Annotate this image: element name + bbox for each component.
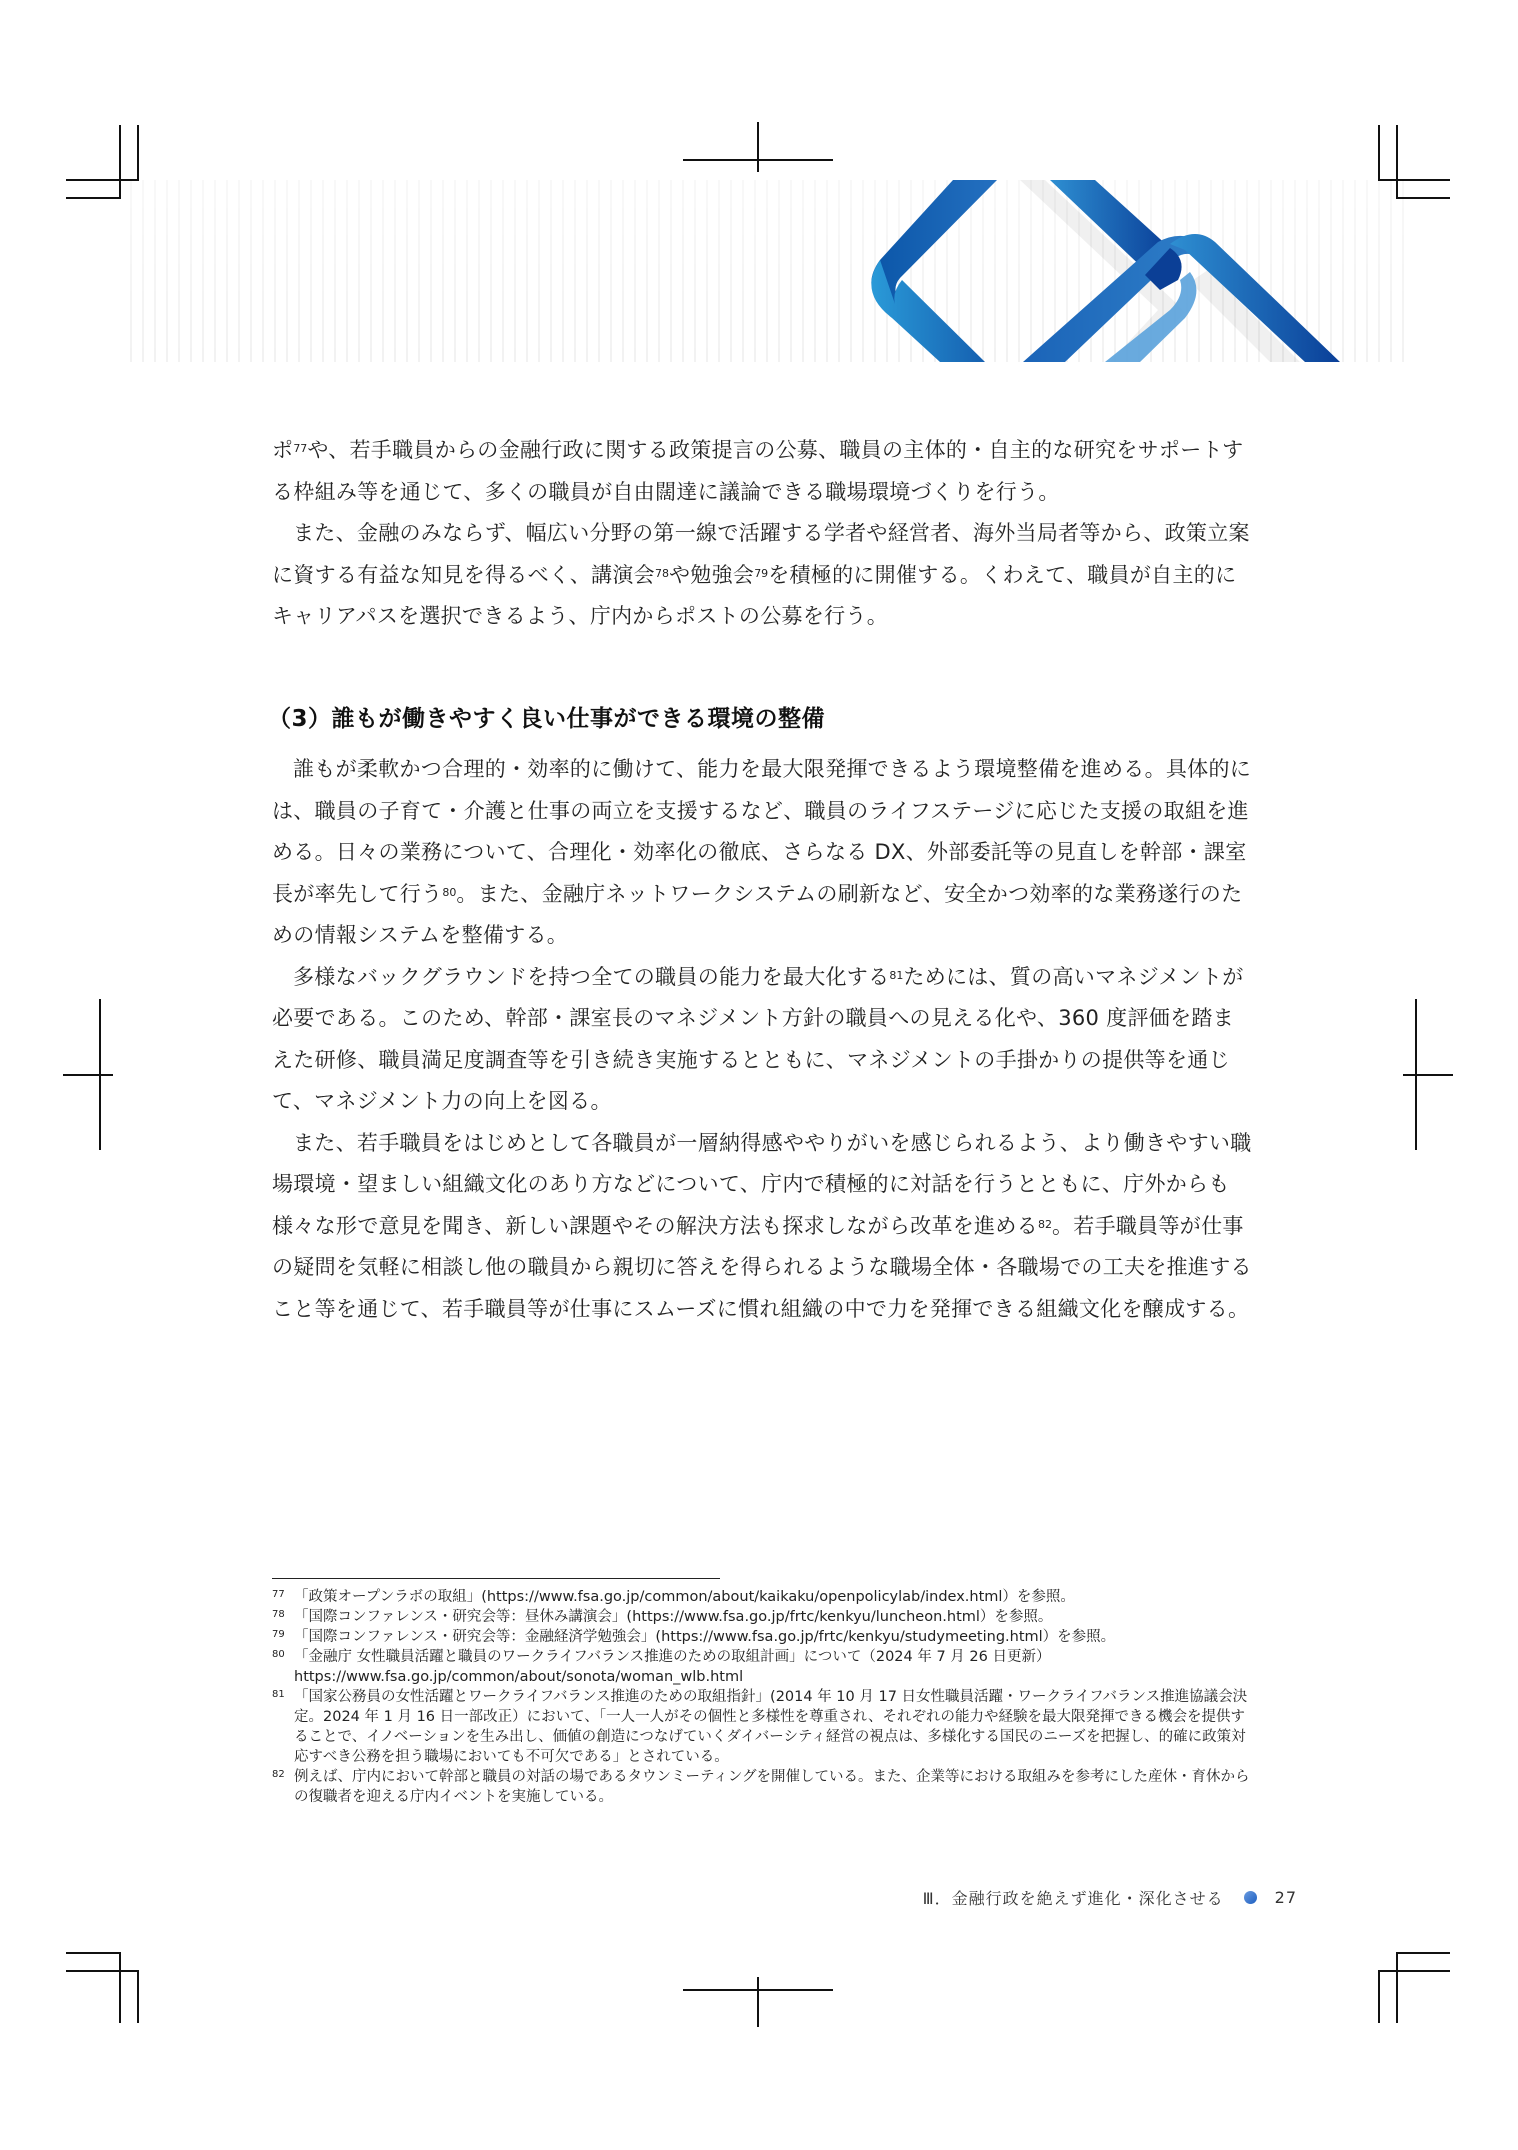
crop-mark [1403,1074,1453,1076]
crop-mark [137,1970,139,2023]
footnote [272,1647,1257,1687]
footnote-number: 81 [272,1689,285,1700]
chapter-title: Ⅲ．金融行政を絶えず進化・深化させる [922,1889,1224,1908]
paragraph: 多様なバックグラウンドを持つ全ての職員の能力を最大化する$^{81}$ためには、質の高いマネジメントが必要である。このため、幹部・課室長のマネジメント方針の職員への見える化や、360 度評価を踏まえた研修、職員満足度調査等を引き続き実施するとともに、マネジメントの手掛かりの提供等を通じて、マネジメント力の向上を図る。 [272,964,1244,1113]
paragraph: ポ$^{77}$や、若手職員からの金融行政に関する政策提言の公募、職員の主体的・自主的な研究をサポートする枠組み等を通じて、多くの職員が自由闊達に議論できる職場環境づくりを行う。 [272,438,1244,504]
footnote-text[interactable]: 「国際コンファレンス・研究会等：昼休み講演会」(https://www.fsa.go.jp/frtc/kenkyu/luncheon.html）を参照。 [294,1609,1053,1625]
crop-mark [66,1952,121,1954]
footnote-text: 「金融庁 女性職員活躍と職員のワークライフバランス推進のための取組計画」について（2024 年 7 月 26 日更新） [294,1649,1051,1665]
footnote-link[interactable]: https://www.fsa.go.jp/common/about/sonota/woman_wlb.html [294,1669,744,1685]
crop-mark [63,1074,113,1076]
footnote-number: 79 [272,1629,285,1640]
chain-link-icon [840,180,1360,362]
crop-mark [1396,1952,1398,2023]
crop-mark [757,1977,759,2027]
page-number: 27 [1274,1888,1297,1907]
footnote-ref[interactable]: 79 [754,566,769,580]
footnote-number: 78 [272,1609,285,1620]
footnote-ref[interactable]: 81 [889,968,904,982]
footnote-text[interactable]: 「政策オープンラボの取組」(https://www.fsa.go.jp/common/about/kaikaku/openpolicylab/index.html）を参照。 [294,1589,1075,1605]
footnote-number: 82 [272,1769,285,1780]
footnote-number: 77 [272,1589,285,1600]
section-heading: （3）誰もが働きやすく良い仕事ができる環境の整備 [268,706,826,732]
paragraph: 誰もが柔軟かつ合理的・効率的に働けて、能力を最大限発揮できるよう環境整備を進める。具体的には、職員の子育て・介護と仕事の両立を支援するなど、職員のライフステージに応じた支援の取組を進める。日々の業務について、合理化・効率化の徹底、さらなる DX、外部委託等の見直しを幹部・課室長が率先して行う$^{80}$。また、金融庁ネットワークシステムの刷新など、安全かつ効率的な業務遂行のための情報システムを整備する。 [272,757,1252,947]
footnote-text: 例えば、庁内において幹部と職員の対話の場であるタウンミーティングを開催している。また、企業等における取組みを参考にした産休・育休からの復職者を迎える庁内イベントを実施している。 [294,1769,1250,1805]
paragraph: また、若手職員をはじめとして各職員が一層納得感ややりがいを感じられるよう、より働きやすい職場環境・望ましい組織文化のあり方などについて、庁内で積極的に対話を行うとともに、庁外からも様々な形で意見を聞き、新しい課題やその解決方法も探求しながら改革を進める$^{82}$。若手職員等が仕事の疑問を気軽に相談し他の職員から親切に答えを得られるような職場全体・各職場での工夫を推進すること等を通じて、若手職員等が仕事にスムーズに慣れ組織の中で力を発揮できる組織文化を醸成する。 [272,1130,1252,1321]
footnote [272,1587,1257,1607]
footnote [272,1687,1257,1767]
page-footer [923,1886,1297,1909]
footnote-number: 80 [272,1649,285,1660]
section-body [272,749,1252,1330]
bullet-dot-icon [1244,1891,1257,1904]
crop-mark [119,1952,121,2023]
footnote-text[interactable]: 「国際コンファレンス・研究会等：金融経済学勉強会」(https://www.fsa.go.jp/frtc/kenkyu/studymeeting.html）を参照。 [294,1629,1116,1645]
footnote [272,1767,1257,1807]
crop-mark [1378,1970,1450,1972]
crop-mark [757,122,759,172]
footnote-text: 「国家公務員の女性活躍とワークライフバランス推進のための取組指針」(2014 年 10 月 17 日女性職員活躍・ワークライフバランス推進協議会決定。2024 年 1 月 16 日一部改正）において、「一人一人がその個性と多様性を尊重され、それぞれの能力や経験を最大限発揮できる機会を提供することで、イノベーションを生み出し、価値の創造につなげていくダイバーシティ経営の視点は、多様化する国民のニーズを把握し、的確に政策対応すべき公務を担う職場においても不可欠である」とされている。 [294,1689,1248,1765]
footnote [272,1607,1257,1627]
footnote [272,1627,1257,1647]
body-text [272,430,1252,638]
crop-mark [66,1970,139,1972]
footnote-divider [272,1578,720,1579]
footnote-ref[interactable]: 78 [654,566,669,580]
footnotes [272,1587,1257,1807]
footnote-ref[interactable]: 82 [1037,1217,1052,1231]
crop-mark [66,197,121,199]
header-link-graphic [840,180,1360,362]
crop-mark [683,159,833,161]
paragraph: また、金融のみならず、幅広い分野の第一線で活躍する学者や経営者、海外当局者等から、政策立案に資する有益な知見を得るべく、講演会$^{78}$や勉強会$^{79}$を積極的に開催する。くわえて、職員が自主的にキャリアパスを選択できるよう、庁内からポストの公募を行う。 [272,521,1250,628]
footnote-ref[interactable]: 80 [442,885,457,899]
crop-mark [1396,1952,1450,1954]
footnote-ref[interactable]: 77 [293,442,308,455]
crop-mark [1378,125,1380,180]
crop-mark [1378,1970,1380,2023]
crop-mark [137,125,139,180]
